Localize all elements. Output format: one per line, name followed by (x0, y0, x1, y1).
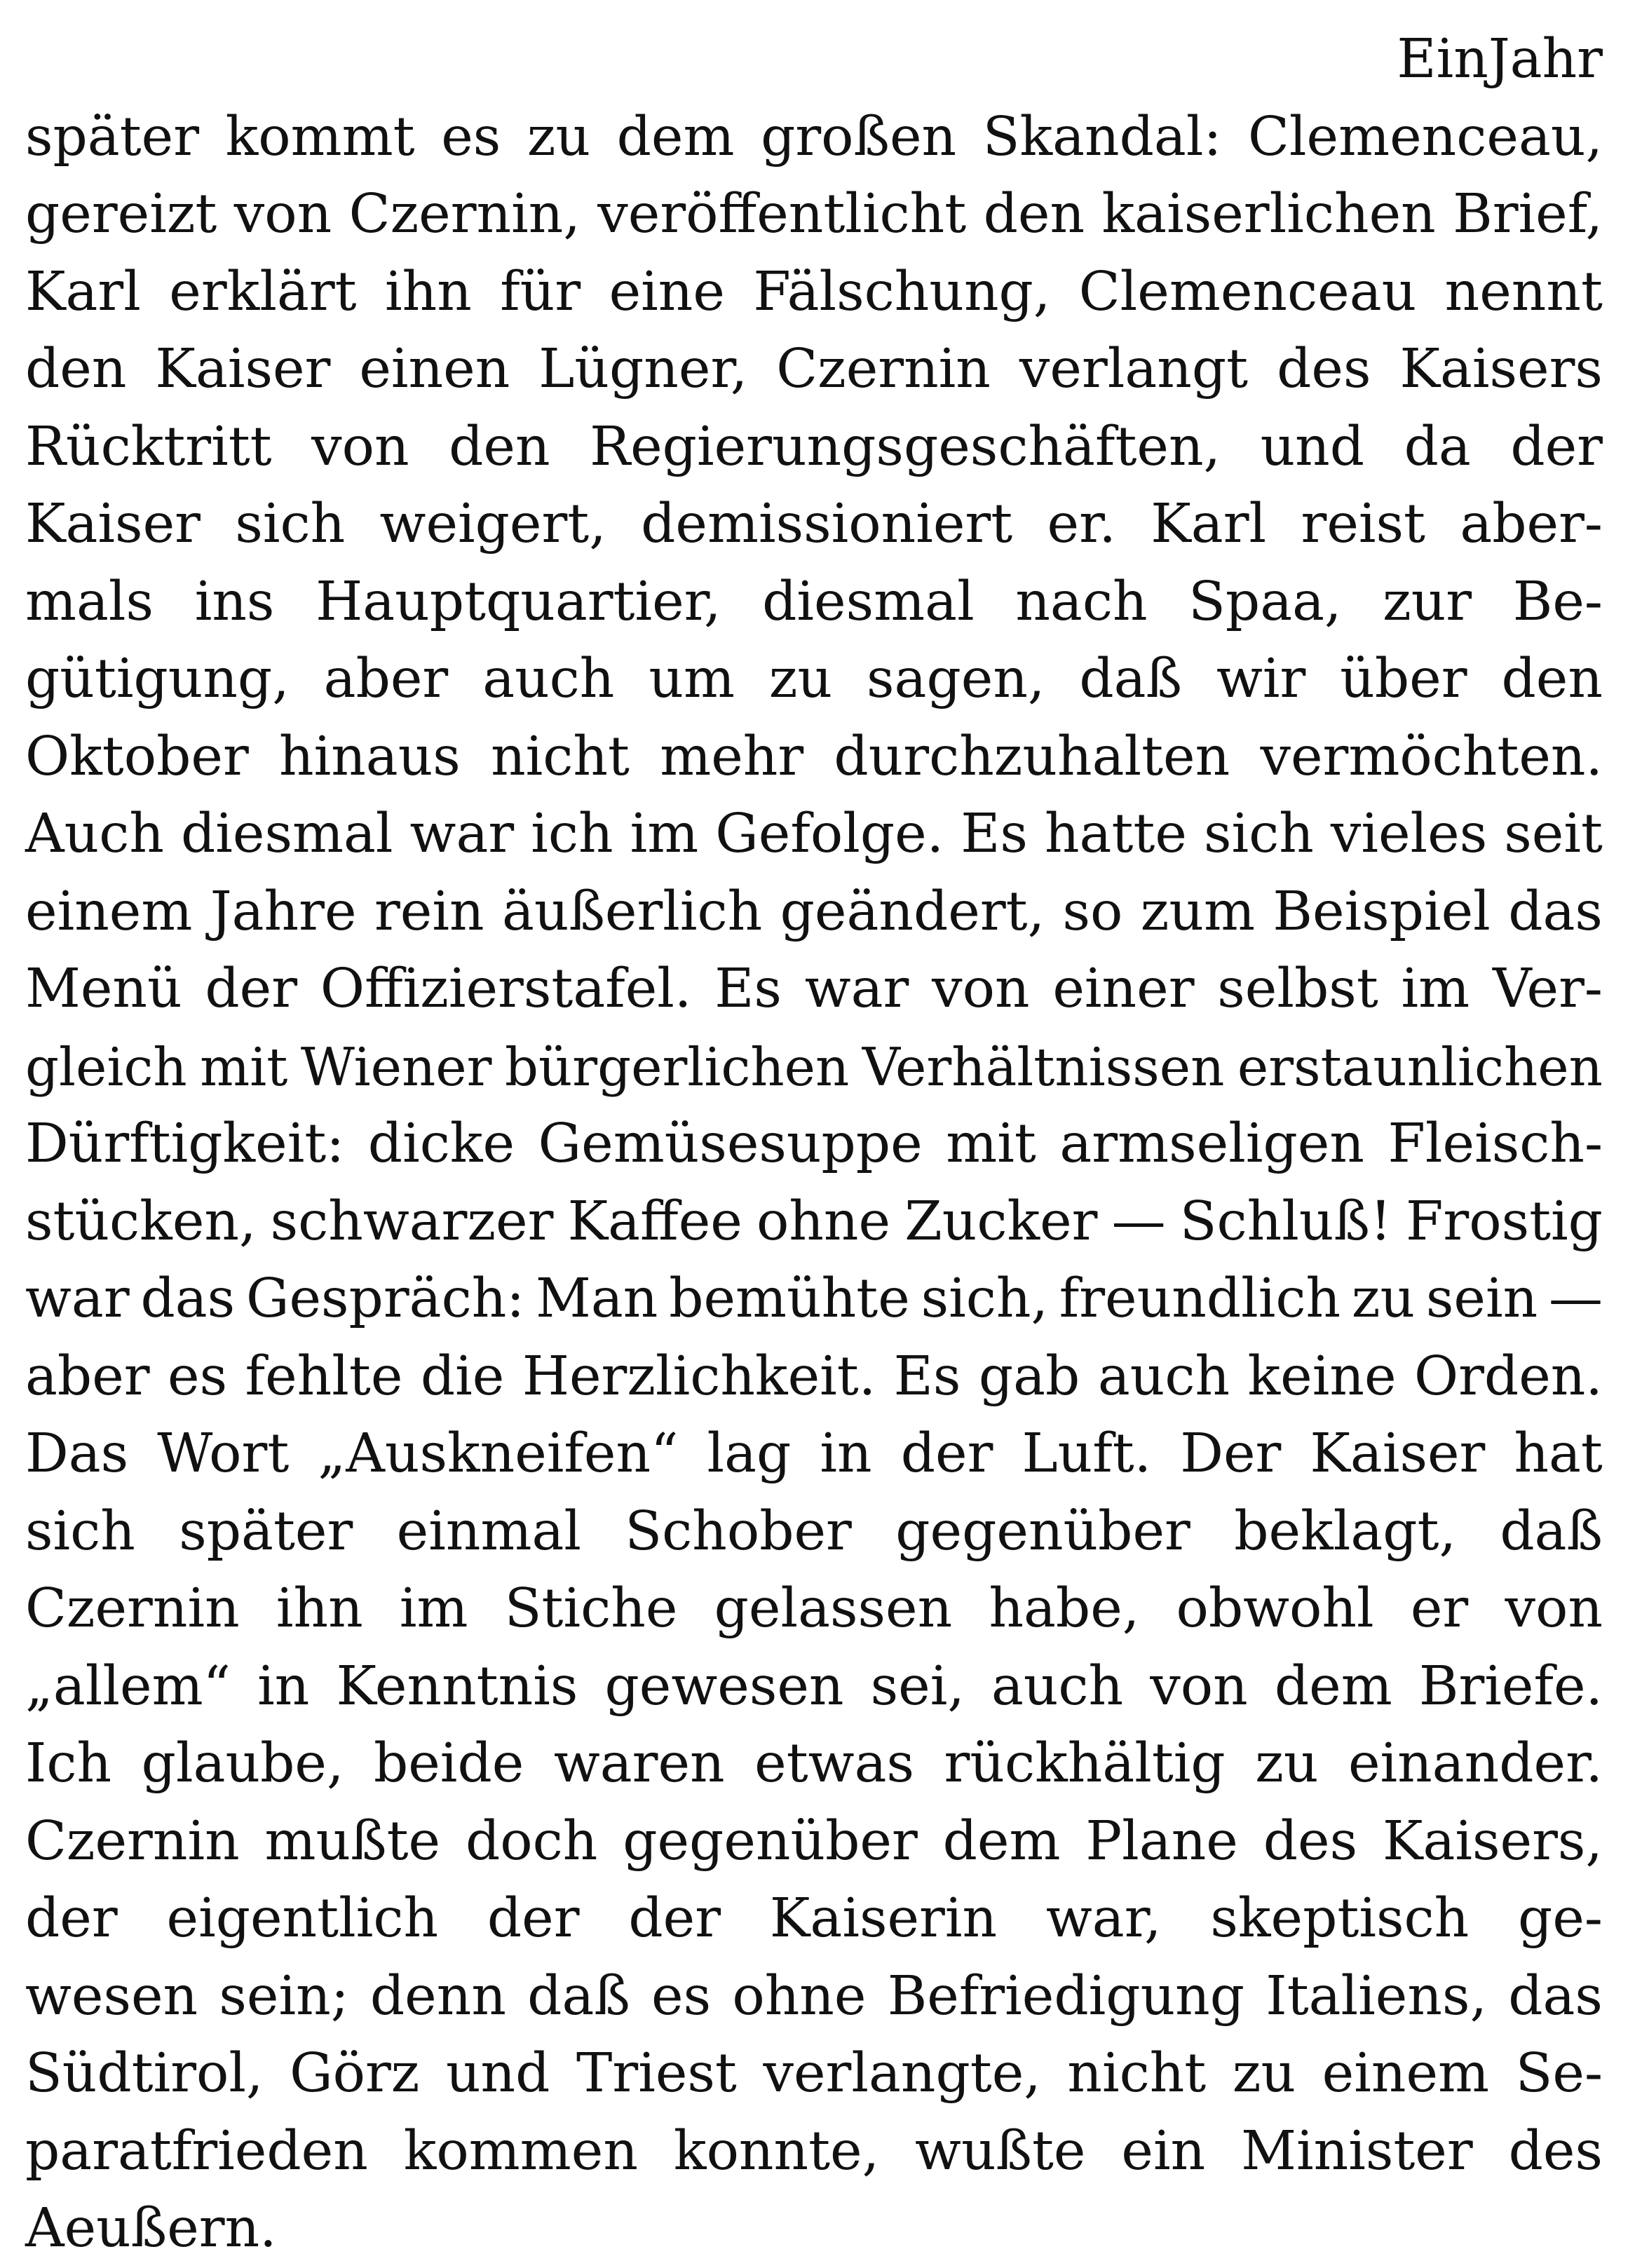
text-line: paratfrieden kommen konnte, wußte ein Minister des (25, 2119, 1603, 2182)
text-line: gereizt von Czernin, veröffentlicht den kaiserlichen Brief, (25, 183, 1603, 245)
text-line: gütigung, aber auch um zu sagen, daß wir über den (25, 648, 1603, 710)
text-line: Südtirol, Görz und Triest verlangte, nicht zu einem Se- (25, 2042, 1603, 2105)
text-line: Oktober hinaus nicht mehr durchzuhalten vermöchten. (25, 725, 1603, 788)
text-line: Das Wort „Auskneifen“ lag in der Luft. Der Kaiser hat (25, 1422, 1603, 1485)
text-line: Menü der Offizierstafel. Es war von einer selbst im Ver- (25, 958, 1603, 1020)
text-line: Auch diesmal war ich im Gefolge. Es hatte sich vieles seit (25, 803, 1603, 865)
body-text (25, 21, 1603, 2268)
text-line: der eigentlich der der Kaiserin war, skeptisch ge- (25, 1887, 1603, 1950)
text-line: Kaiser sich weigert, demissioniert er. Karl reist aber- (25, 493, 1603, 555)
text-line: Ich glaube, beide waren etwas rückhältig zu einander. (25, 1732, 1603, 1795)
text-line: sich später einmal Schober gegenüber beklagt, daß (25, 1500, 1603, 1563)
text-line: später kommt es zu dem großen Skandal: Clemenceau, (25, 105, 1603, 168)
text-line: wesen sein; denn daß es ohne Befriedigung Italiens, das (25, 1964, 1603, 2028)
text-line: aber es fehlte die Herzlichkeit. Es gab auch keine Orden. (25, 1345, 1603, 1408)
text-line: den Kaiser einen Lügner, Czernin verlangt des Kaisers (25, 338, 1603, 400)
text-line: Czernin mußte doch gegenüber dem Plane des Kaisers, (25, 1809, 1603, 1873)
text-line: Karl erklärt ihn für eine Fälschung, Clemenceau nennt (25, 260, 1603, 323)
text-line: Ein Jahr (1397, 28, 1603, 90)
text-line: gleich mit Wiener bürgerlichen Verhältnissen erstaunlichen (25, 1035, 1603, 1098)
text-line: Rücktritt von den Regierungsgeschäften, und da der (25, 415, 1603, 478)
text-line: Czernin ihn im Stiche gelassen habe, obwohl er von (25, 1577, 1603, 1640)
text-line: „allem“ in Kenntnis gewesen sei, auch von dem Briefe. (25, 1655, 1603, 1718)
text-line: stücken, schwarzer Kaffee ohne Zucker — Schluß! Frostig (25, 1190, 1603, 1253)
text-line: mals ins Hauptquartier, diesmal nach Spaa, zur Be- (25, 570, 1603, 633)
text-line: war das Gespräch: Man bemühte sich, freundlich zu sein — (25, 1268, 1603, 1330)
text-line: Aeußern. (25, 2197, 277, 2260)
text-line: Dürftigkeit: dicke Gemüsesuppe mit armseligen Fleisch- (25, 1113, 1603, 1175)
text-line: einem Jahre rein äußerlich geändert, so zum Beispiel das (25, 880, 1603, 943)
